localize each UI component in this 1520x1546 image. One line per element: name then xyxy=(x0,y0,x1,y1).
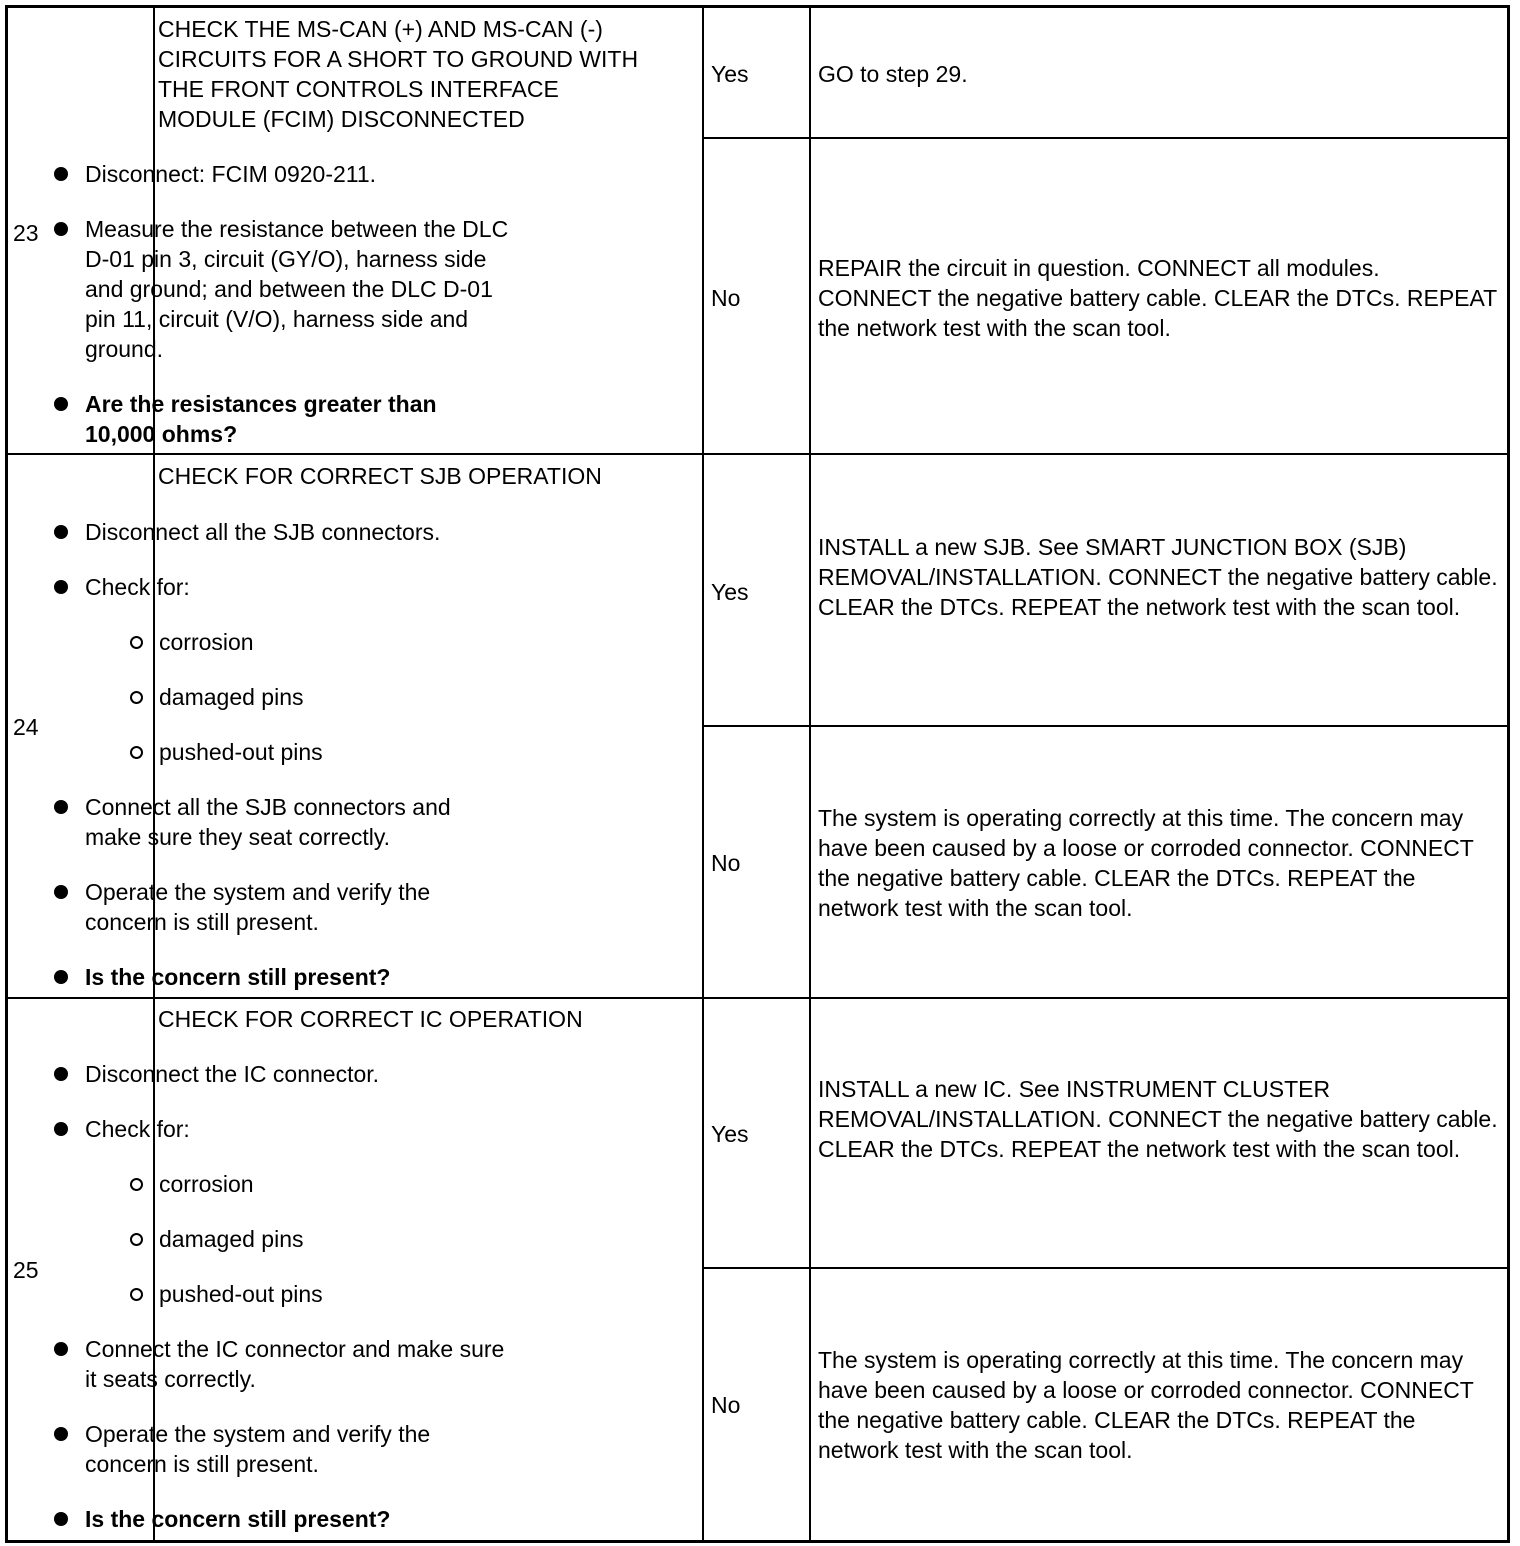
bullet-item: Disconnect: FCIM 0920-211. xyxy=(85,159,525,189)
bullet-item: Disconnect the IC connector. xyxy=(85,1059,525,1089)
bullet-item: Operate the system and verify the concern is still present. xyxy=(85,1419,505,1479)
bullet-question: Are the resistances greater than 10,000 ohms? xyxy=(85,389,505,449)
action-text: GO to step 29. xyxy=(818,61,968,87)
step-number: 24 xyxy=(13,714,39,740)
sub-item: damaged pins xyxy=(159,682,304,712)
bullet-ring-icon xyxy=(130,691,143,704)
bullet-dot-icon xyxy=(54,970,68,984)
outcome-divider xyxy=(703,725,1507,727)
bullet-dot-icon xyxy=(54,222,68,236)
sub-item: corrosion xyxy=(159,627,254,657)
column-divider xyxy=(809,8,811,1540)
bullet-ring-icon xyxy=(130,636,143,649)
step-number: 25 xyxy=(13,1257,39,1283)
outcome-divider xyxy=(703,1267,1507,1269)
action-text: REPAIR the circuit in question. CONNECT all modules. CONNECT the negative battery cable. CLEAR the DTCs. REPEAT the network test with the scan tool. xyxy=(818,255,1497,341)
bullet-ring-icon xyxy=(130,1178,143,1191)
step-heading: CHECK FOR CORRECT SJB OPERATION xyxy=(158,463,602,489)
bullet-dot-icon xyxy=(54,1512,68,1526)
answer-no: No xyxy=(711,285,741,311)
outcome-divider xyxy=(703,137,1507,139)
answer-yes: Yes xyxy=(711,61,749,87)
bullet-dot-icon xyxy=(54,885,68,899)
bullet-item: Connect the IC connector and make sure it seats correctly. xyxy=(85,1334,505,1394)
column-divider xyxy=(702,8,704,1540)
bullet-dot-icon xyxy=(54,580,68,594)
bullet-dot-icon xyxy=(54,800,68,814)
row-divider xyxy=(8,453,1507,455)
bullet-dot-icon xyxy=(54,1427,68,1441)
bullet-dot-icon xyxy=(54,1342,68,1356)
step-heading: CHECK THE MS-CAN (+) AND MS-CAN (-) CIRCUITS FOR A SHORT TO GROUND WITH THE FRONT CONTROLS INTERFACE MODULE (FCIM) DISCONNECTED xyxy=(158,16,639,132)
bullet-dot-icon xyxy=(54,397,68,411)
answer-yes: Yes xyxy=(711,1121,749,1147)
sub-item: pushed-out pins xyxy=(159,737,323,767)
bullet-question: Is the concern still present? xyxy=(85,962,525,992)
step-heading: CHECK FOR CORRECT IC OPERATION xyxy=(158,1006,583,1032)
bullet-ring-icon xyxy=(130,746,143,759)
action-text: The system is operating correctly at this time. The concern may have been caused by a loose or corroded connector. CONNECT the negative battery cable. CLEAR the DTCs. REPEAT the network test with the scan tool. xyxy=(818,805,1474,921)
bullet-item: Measure the resistance between the DLC D-01 pin 3, circuit (GY/O), harness side and ground; and between the DLC D-01 pin 11, circuit (V/O), harness side and ground. xyxy=(85,214,525,364)
bullet-item: Operate the system and verify the concern is still present. xyxy=(85,877,505,937)
bullet-dot-icon xyxy=(54,1122,68,1136)
bullet-dot-icon xyxy=(54,1067,68,1081)
bullet-item: Check for: xyxy=(85,572,525,602)
bullet-ring-icon xyxy=(130,1288,143,1301)
bullet-question: Is the concern still present? xyxy=(85,1504,525,1534)
bullet-ring-icon xyxy=(130,1233,143,1246)
bullet-dot-icon xyxy=(54,525,68,539)
bullet-item: Connect all the SJB connectors and make sure they seat correctly. xyxy=(85,792,505,852)
sub-item: pushed-out pins xyxy=(159,1279,323,1309)
answer-no: No xyxy=(711,850,741,876)
sub-item: corrosion xyxy=(159,1169,254,1199)
answer-yes: Yes xyxy=(711,579,749,605)
sub-item: damaged pins xyxy=(159,1224,304,1254)
diagnostic-table xyxy=(5,5,1510,1543)
answer-no: No xyxy=(711,1392,741,1418)
bullet-dot-icon xyxy=(54,167,68,181)
action-text: The system is operating correctly at this time. The concern may have been caused by a loose or corroded connector. CONNECT the negative battery cable. CLEAR the DTCs. REPEAT the network test with the scan tool. xyxy=(818,1347,1474,1463)
bullet-item: Check for: xyxy=(85,1114,525,1144)
action-text: INSTALL a new SJB. See SMART JUNCTION BOX (SJB) REMOVAL/INSTALLATION. CONNECT the negative battery cable. CLEAR the DTCs. REPEAT the network test with the scan tool. xyxy=(818,534,1498,620)
bullet-item: Disconnect all the SJB connectors. xyxy=(85,517,525,547)
row-divider xyxy=(8,997,1507,999)
action-text: INSTALL a new IC. See INSTRUMENT CLUSTER REMOVAL/INSTALLATION. CONNECT the negative battery cable. CLEAR the DTCs. REPEAT the network test with the scan tool. xyxy=(818,1076,1498,1162)
step-number: 23 xyxy=(13,220,39,246)
